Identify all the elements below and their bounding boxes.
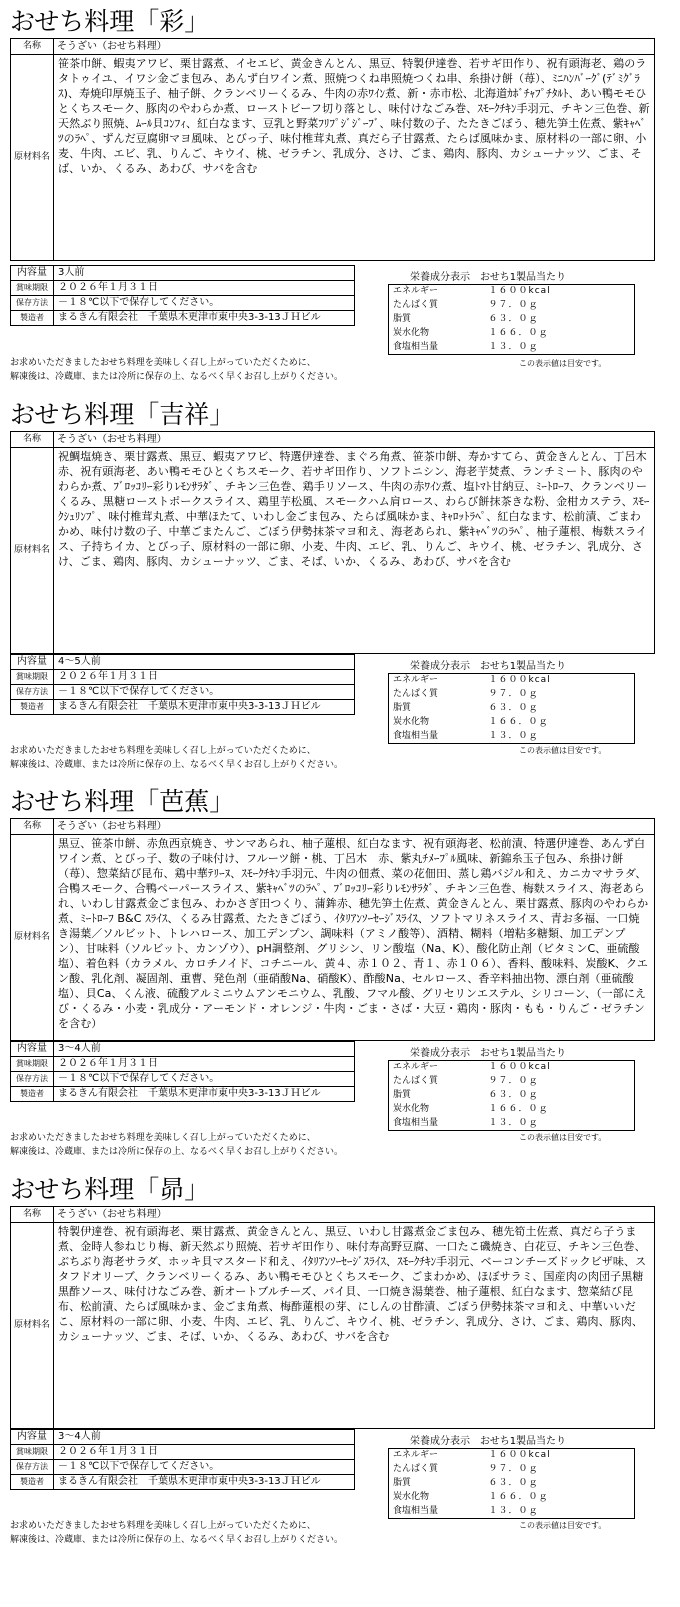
nutrition-note: この表示値は目安です。 xyxy=(519,746,607,755)
fat-value: ６３．０ｇ xyxy=(469,313,635,327)
storage-label: 保存方法 xyxy=(11,685,54,700)
expiry-value: ２０２６年１月３１日 xyxy=(54,1057,355,1072)
carb-label: 炭水化物 xyxy=(389,1103,469,1117)
ingredients-value: 笹茶巾餅、蝦夷アワビ、栗甘露煮、イセエビ、黄金きんとん、黒豆、特製伊達巻、若サギ田作り、祝有頭海老、鶏のラタトゥイユ、イワシ金ごま包み、あんず白ワイン煮、照焼つくね串照焼つくね串、糸掛け餅（苺）、ﾐﾆﾊﾝﾊﾞｰｸﾞ(ﾃﾞﾐｸﾞﾗｽ)、寿焼印厚焼玉子、柚子餅、クランベリーくるみ、牛肉の赤ﾜｲﾝ煮、新・赤市松、北海道ｶﾎﾞﾁｬﾌﾟﾁﾀﾙﾄ、あい鴨モモひとくちスモーク、豚肉のやわらか煮、ローストビーフ切り落とし、味付けなごみ巻、ｽﾓｰｸﾁｷﾝ手羽元、チキン三色巻、新天然ぶり照焼、ﾑｰﾙ貝ｺﾝﾌｨ、紅白なます、豆乳と野菜ﾌﾘﾌﾟｼﾞｼﾞｰﾌﾞ、味付数の子、たたきごぼう、穂先笋土佐煮、紫ｷｬﾍﾞﾂのﾗﾍﾟ、ずんだ豆腐卵マヨ風味、とびっ子、味付椎茸丸煮、真だら子甘露煮、たらば風味かま、原材料の一部に卵、小麦、牛肉、エビ、乳、りんご、キウイ、桃、ゼラチン、乳成分、さけ、ごま、鶏肉、豚肉、カシューナッツ、ごま、そば、いか、くるみ、あわび、サバを含む xyxy=(54,55,655,261)
info-table xyxy=(10,654,355,715)
nutrition-table xyxy=(388,1448,635,1519)
energy-value: １６００kcal xyxy=(469,674,635,688)
storage-label: 保存方法 xyxy=(11,1460,54,1475)
expiry-label: 賞味期限 xyxy=(11,1057,54,1072)
protein-label: たんぱく質 xyxy=(389,688,469,702)
ingredient-table xyxy=(10,431,658,654)
energy-value: １６００kcal xyxy=(469,1449,635,1463)
nutrition-title: 栄養成分表示 おせち1製品当たり xyxy=(410,272,567,283)
energy-value: １６００kcal xyxy=(469,1061,635,1075)
ingredients-label: 原材料名 xyxy=(11,448,54,654)
expiry-value: ２０２６年１月３１日 xyxy=(54,670,355,685)
energy-value: １６００kcal xyxy=(469,285,635,299)
product-title: おせち料理「昴」 xyxy=(10,1175,210,1204)
salt-label: 食塩相当量 xyxy=(389,1505,469,1519)
ingredient-table xyxy=(10,38,655,261)
quantity-label: 内容量 xyxy=(11,655,54,670)
fat-label: 脂質 xyxy=(389,702,469,716)
info-table xyxy=(10,265,355,326)
ingredients-label: 原材料名 xyxy=(11,55,54,261)
info-table xyxy=(10,1041,355,1102)
salt-value: １３．０ｇ xyxy=(469,341,635,355)
quantity-label: 内容量 xyxy=(11,266,54,281)
protein-value: ９７．０ｇ xyxy=(469,299,635,313)
ingredients-value: 祝鯛塩焼き、栗甘露煮、黒豆、蝦夷アワビ、特選伊達巻、まぐろ角煮、笹茶巾餅、寿かすてら、黄金きんとん、丁呂木 赤、祝有頭海老、あい鴨モモひとくちスモーク、若サギ田作り、ソフトニシン、海老芋焚煮、ランチミート、豚肉のやわらか煮、ﾌﾞﾛｯｺﾘｰ彩りﾚﾓﾝｻﾗﾀﾞ、チキン三色巻、鶏手リソース、牛肉の赤ﾜｲﾝ煮、塩ﾄﾏﾄ甘納豆、ﾐｰﾄﾛｰﾌ、クランベリーくるみ、黒糖ローストポークスライス、鶏里芋松風、スモークハム肩ロース、わらび餅抹茶きな粉、金柑カステラ、ｽﾓｰｸｼｭﾘﾝﾌﾟ、味付椎茸丸煮、中華ほたて、いわし金ごま包み、たらば風味かま、ｷｬﾛｯﾄﾗﾍﾟ、紅白なます、松前漬、ごまわかめ、味付け数の子、中華ごまたんご、ごぼう伊勢抹茶マヨ和え、海老あられ、紫ｷｬﾍﾞﾂのﾗﾍﾟ、柚子蓮根、梅麩スライス、子持ちイカ、とびっ子、原材料の一部に卵、小麦、牛肉、エビ、乳、りんご、キウイ、桃、ゼラチン、乳成分、さけ、ごま、鶏肉、豚肉、カシューナッツ、ごま、そば、いか、くるみ、あわび、サバを含む xyxy=(54,448,655,654)
nutrition-table xyxy=(388,673,635,744)
nutrition-note: この表示値は目安です。 xyxy=(519,1521,607,1530)
quantity-label: 内容量 xyxy=(11,1042,54,1057)
footer-line-2: 解凍後は、冷蔵庫、または冷所に保存の上、なるべく早くお召し上がりください。 xyxy=(10,1535,344,1545)
footer-line-1: お求めいただきましたおせち料理を美味しく召し上がっていただくために、 xyxy=(10,358,316,368)
nutrition-title: 栄養成分表示 おせち1製品当たり xyxy=(410,661,567,672)
maker-label: 製造者 xyxy=(11,700,54,715)
nutrition-title: 栄養成分表示 おせち1製品当たり xyxy=(410,1048,567,1059)
product-title: おせち料理「芭蕉」 xyxy=(10,787,235,816)
name-label: 名称 xyxy=(11,819,54,835)
storage-value: －１８℃以下で保存してください。 xyxy=(54,685,355,700)
storage-label: 保存方法 xyxy=(11,296,54,311)
carb-label: 炭水化物 xyxy=(389,1491,469,1505)
salt-value: １３．０ｇ xyxy=(469,1505,635,1519)
fat-value: ６３．０ｇ xyxy=(469,702,635,716)
maker-value: まるきん有限会社 千葉県木更津市東中央3-3-13ＪＨビル xyxy=(54,1475,355,1490)
maker-value: まるきん有限会社 千葉県木更津市東中央3-3-13ＪＨビル xyxy=(54,700,355,715)
name-value: そうざい（おせち料理） xyxy=(54,39,655,55)
ingredient-table xyxy=(10,818,655,1041)
carb-value: １６６．０ｇ xyxy=(469,1491,635,1505)
footer-line-2: 解凍後は、冷蔵庫、または冷所に保存の上、なるべく早くお召し上がりください。 xyxy=(10,372,344,382)
expiry-value: ２０２６年１月３１日 xyxy=(54,281,355,296)
fat-value: ６３．０ｇ xyxy=(469,1089,635,1103)
energy-label: エネルギー xyxy=(389,1449,469,1463)
name-label: 名称 xyxy=(11,39,54,55)
storage-value: －１８℃以下で保存してください。 xyxy=(54,1072,355,1087)
carb-value: １６６．０ｇ xyxy=(469,1103,635,1117)
protein-label: たんぱく質 xyxy=(389,1075,469,1089)
expiry-label: 賞味期限 xyxy=(11,1445,54,1460)
ingredients-value: 黒豆、笹茶巾餅、赤魚西京焼き、サンマあられ、柚子蓮根、紅白なます、祝有頭海老、松前漬、特選伊達巻、あんず白ワイン煮、とびっ子、数の子味付け、フルーツ餅・桃、丁呂木 赤、紫丸ﾁﾒｰﾌﾟﾙ風味、新錦糸玉子包み、糸掛け餅（苺）、惣菜結び昆布、鶏中華ﾃﾘｰﾇ、ｽﾓｰｸﾁｷﾝ手羽元、牛肉の佃煮、菜の花佃田、蒸し鶏バジル和え、カニカマサラダ、合鴨スモーク、合鴨ペーパースライス、紫ｷｬﾍﾞﾂのﾗﾍﾟ、ﾌﾞﾛｯｺﾘｰ彩りﾚﾓﾝｻﾗﾀﾞ、チキン三色巻、梅麩スライス、海老あられ、いわし甘露煮金ごま包み、わかさぎ田つくり、蒲鉾赤、穂先笋土佐煮、黄金きんとん、栗甘露煮、豚肉のやわらか煮、ﾐｰﾄﾛｰﾌ B&C ｽﾗｲｽ、くるみ甘露煮、たたきごぼう、ｲﾀﾘｱﾝｿｰｾｰｼﾞｽﾗｲｽ、ソフトマリネスライス、青お多福、一口焼き湯葉／ソルビット、トレハロース、加工デンプン、調味料（アミノ酸等）、酒精、糊料（増粘多糖類、加工デンプン）、甘味料（ソルビット、カンゾウ）、pH調整剤、グリシン、リン酸塩（Na、K）、酸化防止剤（ビタミンC、亜硫酸塩）、着色料（カラメル、カロチノイド、コチニール、黄４、赤１０２、青１、赤１０６）、香料、酸味料、炭酸K、クエン酸、乳化剤、凝固剤、重曹、発色剤（亜硝酸Na、硝酸K）、酢酸Na、セルロース、香辛料抽出物、漂白剤（亜硫酸塩）、貝Ca、くん液、硫酸アルミニウムアンモニウム、乳酸、フマル酸、グリセリンエステル、シリコーン、（一部にえび・くるみ・小麦・乳成分・アーモンド・オレンジ・牛肉・ごま・さば・大豆・鶏肉・豚肉・もも・りんご・ゼラチンを含む） xyxy=(54,835,655,1041)
footer-line-1: お求めいただきましたおせち料理を美味しく召し上がっていただくために、 xyxy=(10,1521,316,1531)
expiry-label: 賞味期限 xyxy=(11,670,54,685)
footer-line-2: 解凍後は、冷蔵庫、または冷所に保存の上、なるべく早くお召し上がりください。 xyxy=(10,760,344,770)
expiry-value: ２０２６年１月３１日 xyxy=(54,1445,355,1460)
nutrition-title: 栄養成分表示 おせち1製品当たり xyxy=(410,1436,567,1447)
fat-label: 脂質 xyxy=(389,313,469,327)
nutrition-note: この表示値は目安です。 xyxy=(519,359,607,368)
salt-label: 食塩相当量 xyxy=(389,1117,469,1131)
quantity-value: 3～4人前 xyxy=(54,1430,355,1445)
maker-label: 製造者 xyxy=(11,1087,54,1102)
nutrition-note: この表示値は目安です。 xyxy=(519,1133,607,1142)
quantity-value: 3人前 xyxy=(54,266,355,281)
protein-value: ９７．０ｇ xyxy=(469,688,635,702)
name-value: そうざい（おせち料理） xyxy=(54,819,655,835)
name-value: そうざい（おせち料理） xyxy=(54,1207,655,1223)
carb-value: １６６．０ｇ xyxy=(469,327,635,341)
ingredients-label: 原材料名 xyxy=(11,1223,54,1429)
expiry-label: 賞味期限 xyxy=(11,281,54,296)
info-table xyxy=(10,1429,355,1490)
maker-value: まるきん有限会社 千葉県木更津市東中央3-3-13ＪＨビル xyxy=(54,311,355,326)
carb-label: 炭水化物 xyxy=(389,327,469,341)
fat-label: 脂質 xyxy=(389,1477,469,1491)
nutrition-table xyxy=(388,1060,635,1131)
protein-value: ９７．０ｇ xyxy=(469,1463,635,1477)
ingredients-label: 原材料名 xyxy=(11,835,54,1041)
energy-label: エネルギー xyxy=(389,1061,469,1075)
carb-value: １６６．０ｇ xyxy=(469,716,635,730)
quantity-value: 4～5人前 xyxy=(54,655,355,670)
protein-label: たんぱく質 xyxy=(389,1463,469,1477)
product-title: おせち料理「彩」 xyxy=(10,7,210,36)
energy-label: エネルギー xyxy=(389,285,469,299)
fat-value: ６３．０ｇ xyxy=(469,1477,635,1491)
ingredients-value: 特製伊達巻、祝有頭海老、栗甘露煮、黄金きんとん、黒豆、いわし甘露煮金ごま包み、穂先筍土佐煮、真だら子うま煮、金時人参ねじり梅、新天然ぶり照焼、若サギ田作り、味付寿高野豆腐、一口たこ磯焼き、白花豆、チキン三色巻、ぶちぶり海老サラダ、ホッキ貝マスタード和え、ｲﾀﾘｱﾝｿｰｾｰｼﾞｽﾗｲｽ、ｽﾓｰｸﾁｷﾝ手羽元、ベーコンチーズドックビザ味、スタフドオリーブ、クランベリーくるみ、あい鴨モモひとくちスモーク、ごまわかめ、ほぼサラミ、国産肉の肉団子黒糖黒酢ソース、味付けなごみ巻、新オートブルチーズ、パイ貝、一口焼き湯葉巻、柚子蓮根、紅白なます、惣菜結び昆布、松前漬、たらば風味かま、金ごま角煮、梅酢蓮根の芽、にしんの甘酢漬、ごぼう伊勢抹茶マヨ和え、中華いいだこ、原材料の一部に卵、小麦、牛肉、エビ、乳、りんご、キウイ、桃、ゼラチン、乳成分、さけ、ごま、鶏肉、豚肉、カシューナッツ、ごま、そば、いか、くるみ、あわび、サバを含む xyxy=(54,1223,655,1429)
fat-label: 脂質 xyxy=(389,1089,469,1103)
name-value: そうざい（おせち料理） xyxy=(54,432,655,448)
product-title: おせち料理「吉祥」 xyxy=(10,400,235,429)
footer-line-1: お求めいただきましたおせち料理を美味しく召し上がっていただくために、 xyxy=(10,1133,316,1143)
salt-value: １３．０ｇ xyxy=(469,730,635,744)
protein-value: ９７．０ｇ xyxy=(469,1075,635,1089)
ingredient-table xyxy=(10,1206,655,1429)
storage-value: －１８℃以下で保存してください。 xyxy=(54,1460,355,1475)
salt-label: 食塩相当量 xyxy=(389,341,469,355)
protein-label: たんぱく質 xyxy=(389,299,469,313)
nutrition-table xyxy=(388,284,635,355)
name-label: 名称 xyxy=(11,1207,54,1223)
quantity-value: 3～4人前 xyxy=(54,1042,355,1057)
name-label: 名称 xyxy=(11,432,54,448)
footer-line-1: お求めいただきましたおせち料理を美味しく召し上がっていただくために、 xyxy=(10,746,316,756)
salt-value: １３．０ｇ xyxy=(469,1117,635,1131)
storage-value: －１８℃以下で保存してください。 xyxy=(54,296,355,311)
maker-value: まるきん有限会社 千葉県木更津市東中央3-3-13ＪＨビル xyxy=(54,1087,355,1102)
storage-label: 保存方法 xyxy=(11,1072,54,1087)
quantity-label: 内容量 xyxy=(11,1430,54,1445)
maker-label: 製造者 xyxy=(11,311,54,326)
footer-line-2: 解凍後は、冷蔵庫、または冷所に保存の上、なるべく早くお召し上がりください。 xyxy=(10,1147,344,1157)
carb-label: 炭水化物 xyxy=(389,716,469,730)
maker-label: 製造者 xyxy=(11,1475,54,1490)
salt-label: 食塩相当量 xyxy=(389,730,469,744)
energy-label: エネルギー xyxy=(389,674,469,688)
